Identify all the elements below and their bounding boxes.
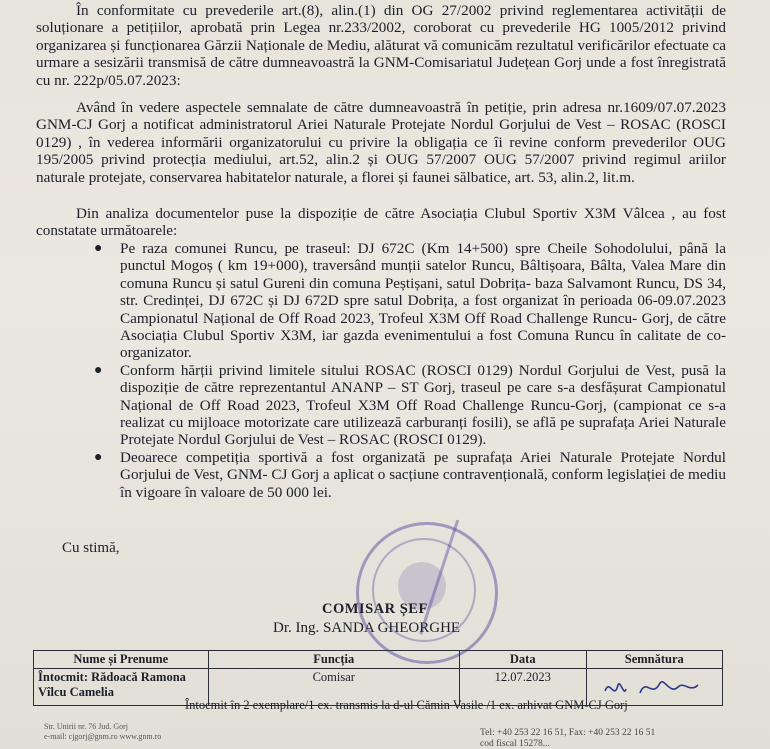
list-item: ● Conform hărții privind limitele sitului ROSAC (ROSCI 0129) Nordul Gorjului de Vest, pusă la dispoziție de către reprezentantul ANANP – ST Gorj, traseul pe care s-a desfășurat Campionatul Național de Off Road 2023, Trofeul X3M Off Road Challenge Runcu-Gorj, (campionat ce s-a realizat cu mijloace motorizate care utilizează carburanți fosili), se află pe suprafața Ariei Naturale Protejate Nordul Gorjului de Vest – ROSAC (ROSCI 0129). [94, 361, 726, 449]
cell-function: Comisar [208, 669, 459, 706]
header-function: Funcția [208, 651, 459, 669]
list-item: ● Pe raza comunei Runcu, pe traseul: DJ 672C (Km 14+500) spre Cheile Sohodolului, până la punctul Mogoș ( km 19+000), traversând munții satelor Runcu, Bâltișoara, Bâlta, Valea Mare din comuna Runcu și satul Gureni din comuna Peștișani, satul Dobrița- baza Salvamont Runcu, DS 34, str. Credinței, DJ 672C și DJ 672D spre satul Dobrița, a fost organizat în perioada 06-09.07.2023 Campionatul Național de Off Road 2023, Trofeul X3M Off Road Challenge Runcu- Gorj, de către Asociația Clubul Sportiv X3M, iar gazda evenimentului a fost Comuna Runcu în calitate de co-organizator. [94, 240, 726, 362]
table-header-row [34, 651, 723, 669]
paragraph-legal-basis: În conformitate cu prevederile art.(8), alin.(1) din OG 27/2002 privind reglementarea activității de soluționare a petițiilor, aprobată prin Legea nr.233/2002, coroborat cu prevederile HG 1005/2012 privind organizarea și funcționarea Gărzii Naționale de Mediu, alăturat vă comunicăm rezultatul verificărilor efectuate ca urmare a sesizării transmisă de către dumneavoastră la GNM-Comisariatul Județean Gorj unde a fost înregistrată cu nr. 222p/05.07.2023: [36, 2, 726, 89]
bullet-icon: ● [94, 362, 103, 378]
footer-address: Str. Unirii nr. 76 Jud. Gorj e-mail: cjgorj@gnm.ro www.gnm.ro [44, 722, 162, 741]
paragraph-notification: Având în vedere aspectele semnalate de către dumneavoastră în petiție, prin adresa nr.1609/07.07.2023 GNM-CJ Gorj a notificat administratorul Ariei Naturale Protejate Nordul Gorjului de Vest – ROSAC (ROSCI 0129) , în vederea informării organizatorului cu privire la obligația ce îi revine conform prevederilor OUG 195/2005 privind protecția mediului, art.52, alin.2 și OUG 57/2007 OUG 57/2007 privind regimul ariilor naturale protejate, conservarea habitatelor naturale, a florei și faunei sălbatice, art. 53, alin.2, lit.m. [36, 99, 726, 186]
bullet-icon: ● [94, 241, 103, 256]
footer-contact: Tel: +40 253 22 16 51, Fax: +40 253 22 16 51 cod fiscal 15278... [480, 728, 656, 749]
closing-salutation: Cu stimă, [62, 540, 120, 556]
header-name: Nume și Prenume [34, 651, 209, 669]
header-signature: Semnătura [586, 651, 722, 669]
paragraph-findings-intro: Din analiza documentelor puse la dispoziție de către Asociația Clubul Sportiv X3M Vâlcea , au fost constatate următoarele: [36, 205, 726, 240]
findings-list [88, 240, 726, 501]
list-item: ● Deoarece competiția sportivă a fost organizată pe suprafața Ariei Naturale Protejate Nordul Gorjului de Vest, GNM- CJ Gorj a aplicat o sacțiune contravențională, conform legislației de mediu în vigoare în valoare de 50 000 lei. [94, 448, 726, 501]
distribution-note: Întocmit în 2 exemplare/1 ex. transmis la d-ul Cămin Vasile /1 ex. arhivat GNM-CJ Gorj [185, 698, 628, 712]
header-date: Data [459, 651, 586, 669]
cell-names: Întocmit: Rădoacă Ramona Vîlcu Camelia [34, 669, 209, 706]
signatory-title: COMISAR ȘEF [322, 601, 428, 617]
cell-date: 12.07.2023 [459, 669, 586, 706]
bullet-icon: ● [94, 449, 103, 465]
signatory-name: Dr. Ing. SANDA GHEORGHE [273, 620, 461, 636]
